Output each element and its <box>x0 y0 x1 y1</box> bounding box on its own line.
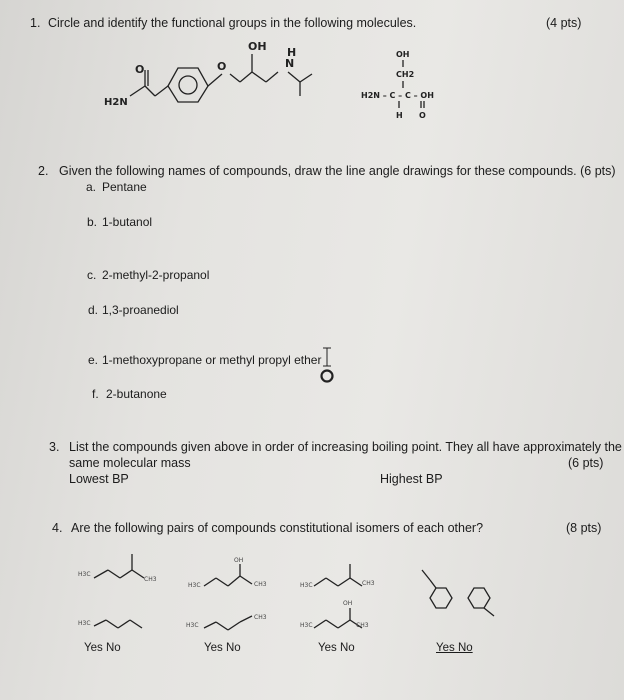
q4-pair1-top-h3c: H3C <box>78 571 91 578</box>
q4-pair3-bottom-h3c: H3C <box>300 622 313 629</box>
q4-pair1-top-ch3: CH3 <box>144 576 157 583</box>
q4-pair2-top-structure <box>196 560 286 600</box>
molecule-1-structure <box>100 38 340 118</box>
q4-text: Are the following pairs of compounds constitutional isomers of each other? <box>71 521 484 535</box>
q4-pair2-top-ch3: CH3 <box>254 581 267 588</box>
q4-pair2-answer[interactable]: Yes No <box>204 642 241 654</box>
q4-pair4-answer[interactable]: Yes No <box>436 642 473 654</box>
q3-line2: same molecular mass <box>69 456 191 470</box>
q2-text: Given the following names of compounds, draw the line angle drawings for these compounds. (6 pts) <box>59 164 616 178</box>
q2-item-c-name: 2-methyl-2-propanol <box>102 268 210 282</box>
q4-pair2-top-h3c: H3C <box>188 582 201 589</box>
q1-points: (4 pts) <box>546 16 582 30</box>
q4-pair3-top-h3c: H3C <box>300 582 313 589</box>
q4-points: (8 pts) <box>566 521 602 535</box>
q1-number: 1. <box>30 16 41 30</box>
mol1-n-label: N <box>285 57 295 70</box>
q2-item-e-letter: e. <box>88 353 99 367</box>
mol1-oh-label: OH <box>248 40 267 53</box>
mol2-h-label: H <box>396 111 403 120</box>
mol2-oh-label: OH <box>396 50 410 59</box>
q4-pair1-bottom-structure <box>88 608 168 638</box>
q2-item-a-name: Pentane <box>102 180 147 194</box>
q4-pair4-structures <box>416 566 506 626</box>
mol1-nh-label: H <box>287 46 297 59</box>
mol1-ether-o-label: O <box>217 60 227 73</box>
q3-line1: List the compounds given above in order of increasing boiling point. They all have approximately the <box>69 440 622 454</box>
q4-pair3-bottom-oh: OH <box>343 600 353 607</box>
q2-item-a-letter: a. <box>86 180 97 194</box>
q3-number: 3. <box>49 440 60 454</box>
q4-pair1-bottom-h3c: H3C <box>78 620 91 627</box>
q2-item-d-name: 1,3-proanediol <box>102 303 179 317</box>
mol2-bond-top <box>399 59 409 69</box>
q4-pair1-answer[interactable]: Yes No <box>84 642 121 654</box>
mol2-backbone: H2N – C – C – OH <box>361 91 434 100</box>
q4-pair3-top-ch3: CH3 <box>362 580 375 587</box>
q2-item-d-letter: d. <box>88 303 99 317</box>
q4-pair3-answer[interactable]: Yes No <box>318 642 355 654</box>
q4-pair2-bottom-h3c: H3C <box>186 622 199 629</box>
q3-highest-label: Highest BP <box>380 472 443 486</box>
mol2-bond-mid <box>399 80 409 90</box>
q2-item-f-letter: f. <box>92 387 99 401</box>
q4-pair2-bottom-ch3: CH3 <box>254 614 267 621</box>
q4-pair2-bottom-structure <box>196 610 286 640</box>
text-cursor-mark <box>318 346 338 386</box>
q4-pair3-bottom-ch3: CH3 <box>356 622 369 629</box>
q2-item-b-name: 1-butanol <box>102 215 153 229</box>
q4-number: 4. <box>52 521 63 535</box>
q2-item-f-name: 2-butanone <box>106 387 167 401</box>
q3-points: (6 pts) <box>568 456 604 470</box>
q4-pair2-top-oh: OH <box>234 557 244 564</box>
mol1-carbonyl-o-label: O <box>135 63 145 76</box>
mol1-h2n-label: H2N <box>104 97 128 108</box>
mol2-ch2-label: CH2 <box>396 70 415 79</box>
mol2-o-label: O <box>419 111 426 120</box>
q2-item-e-name: 1-methoxypropane or methyl propyl ether <box>102 353 322 367</box>
q3-lowest-label: Lowest BP <box>69 472 129 486</box>
q2-number: 2. <box>38 164 49 178</box>
q4-pair3-top-structure <box>304 560 394 600</box>
q2-item-c-letter: c. <box>87 268 97 282</box>
q1-text: Circle and identify the functional groups in the following molecules. <box>48 16 417 30</box>
q2-item-b-letter: b. <box>87 215 98 229</box>
